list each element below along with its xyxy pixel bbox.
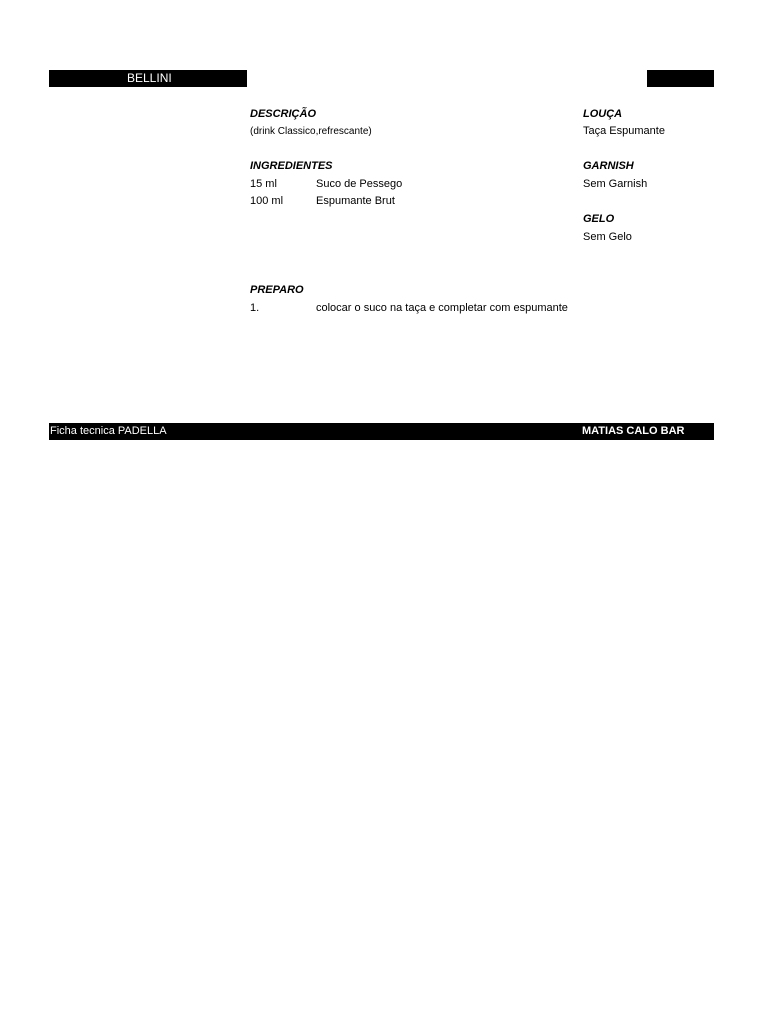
header-right-bar [647,70,714,87]
gelo-heading: GELO [583,213,615,225]
ingredient-qty: 100 ml [250,195,284,207]
garnish-value: Sem Garnish [583,178,648,190]
step-text: colocar o suco na taça e completar com espumante [316,302,568,314]
descricao-heading: DESCRIÇÃO [250,108,317,120]
louca-heading: LOUÇA [583,108,623,120]
ingredient-name: Espumante Brut [316,195,395,207]
descricao-text: (drink Classico,refrescante) [250,126,372,137]
garnish-heading: GARNISH [583,160,634,172]
title-bar [49,70,247,87]
recipe-title: BELLINI [127,71,172,85]
preparo-heading: PREPARO [250,284,304,296]
ingredient-name: Suco de Pessego [316,178,403,190]
ingredientes-heading: INGREDIENTES [250,160,333,172]
step-number: 1. [250,302,260,314]
footer-left-text: Ficha tecnica PADELLA [50,425,167,437]
louca-value: Taça Espumante [583,125,665,137]
footer-bar [49,423,714,440]
footer-right-text: MATIAS CALO BAR [582,425,685,437]
gelo-value: Sem Gelo [583,231,632,243]
ingredient-qty: 15 ml [250,178,277,190]
